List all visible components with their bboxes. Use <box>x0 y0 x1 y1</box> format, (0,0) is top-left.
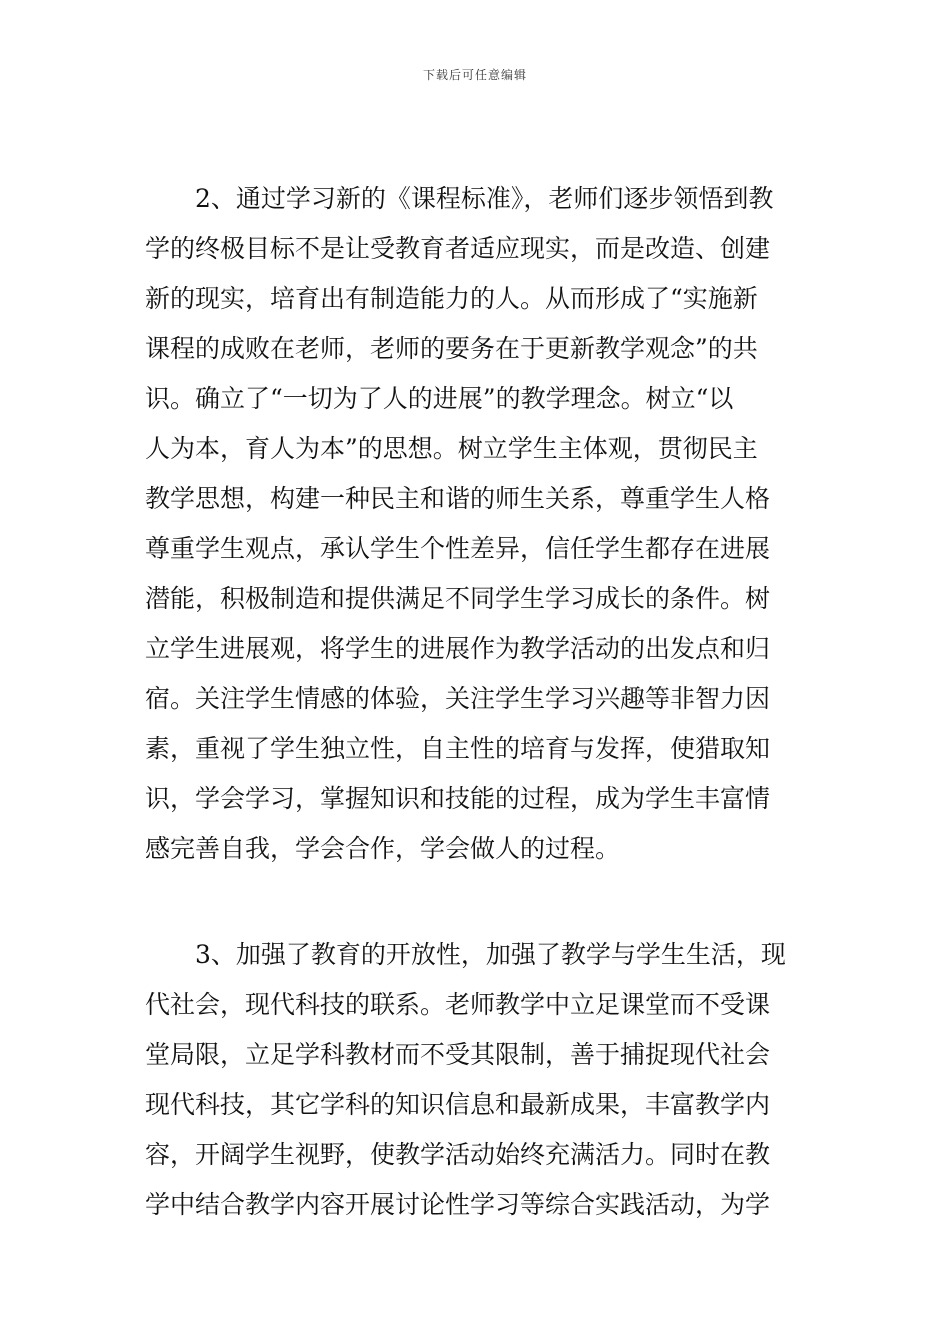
text-line: 宿。关注学生情感的体验，关注学生学习兴趣等非智力因 <box>145 684 771 713</box>
paragraph-3 <box>0 930 950 1230</box>
text-line: 2、通过学习新的《课程标准》，老师们逐步领悟到教 <box>195 184 774 213</box>
text-line: 学的终极目标不是让受教育者适应现实，而是改造、创建 <box>145 234 771 263</box>
text-line: 识。确立了“一切为了人的进展”的教学理念。树立“以 <box>145 384 734 413</box>
text-line: 堂局限，立足学科教材而不受其限制，善于捕捉现代社会 <box>145 1040 771 1069</box>
text-line: 学中结合教学内容开展讨论性学习等综合实践活动，为学 <box>145 1190 771 1219</box>
text-line: 代社会，现代科技的联系。老师教学中立足课堂而不受课 <box>145 990 771 1019</box>
text-line: 人为本，育人为本”的思想。树立学生主体观，贯彻民主 <box>145 434 758 463</box>
text-line: 新的现实，培育出有制造能力的人。从而形成了“实施新 <box>145 284 758 313</box>
text-line: 现代科技，其它学科的知识信息和最新成果，丰富教学内 <box>145 1090 771 1119</box>
text-line: 容，开阔学生视野，使教学活动始终充满活力。同时在教 <box>145 1140 771 1169</box>
text-line: 感完善自我，学会合作，学会做人的过程。 <box>145 834 621 863</box>
text-line: 3、加强了教育的开放性，加强了教学与学生生活，现 <box>195 940 786 969</box>
page-header: 下载后可任意编辑 <box>422 68 527 82</box>
document-body <box>0 174 950 1230</box>
text-line: 课程的成败在老师，老师的要务在于更新教学观念”的共 <box>145 334 758 363</box>
text-line: 尊重学生观点，承认学生个性差异，信任学生都存在进展 <box>145 534 771 563</box>
text-line: 素，重视了学生独立性，自主性的培育与发挥，使猎取知 <box>145 734 771 763</box>
text-line: 教学思想，构建一种民主和谐的师生关系，尊重学生人格 <box>145 484 771 513</box>
text-line: 识，学会学习，掌握知识和技能的过程，成为学生丰富情 <box>145 784 771 813</box>
text-line: 潜能，积极制造和提供满足不同学生学习成长的条件。树 <box>145 584 771 613</box>
paragraph-2 <box>0 174 950 874</box>
text-line: 立学生进展观，将学生的进展作为教学活动的出发点和归 <box>145 634 771 663</box>
